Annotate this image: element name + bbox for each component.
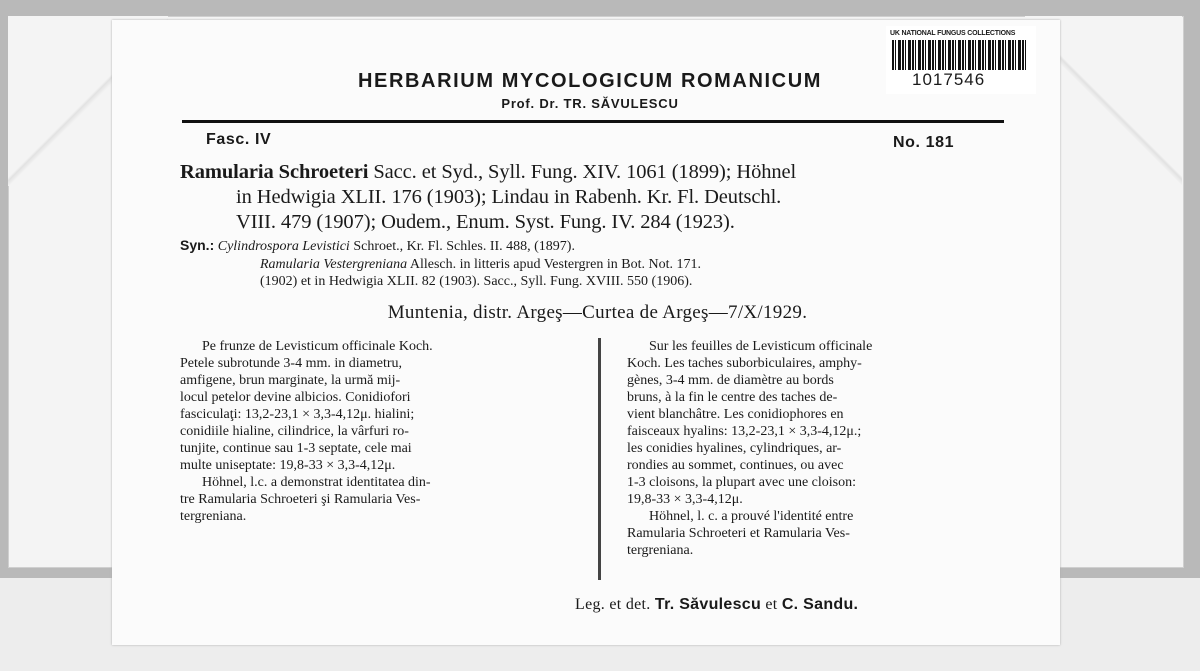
collector-joiner: et — [761, 596, 782, 613]
ro-line: Pe frunze de Levisticum officinale Koch. — [202, 339, 433, 354]
specimen-number: No. 181 — [893, 134, 955, 151]
citation-line-3: VIII. 479 (1907); Oudem., Enum. Syst. Fung. IV. 284 (1923). — [236, 211, 735, 233]
ro-line: multe uniseptate: 19,8-33 × 3,3-4,12μ. — [180, 458, 396, 473]
synonyms-label: Syn.: — [180, 237, 215, 253]
ro-line: tunjite, continue sau 1-3 septate, cele mai — [180, 441, 412, 456]
fr-line: Ramularia Schroeteri et Ramularia Ves- — [627, 526, 850, 541]
barcode-label — [886, 26, 1036, 94]
fr-line: 1-3 cloisons, la plupart avec une cloison: — [627, 475, 856, 490]
synonym-1-name: Cylindrospora Levistici — [217, 239, 350, 254]
fr-line: vient blanchâtre. Les conidiophores en — [627, 407, 844, 422]
fr-line: 19,8-33 × 3,3-4,12μ. — [627, 492, 743, 507]
synonym-line-1 — [180, 237, 1010, 256]
collector-name-2: C. Sandu. — [781, 596, 859, 613]
fr-line: Höhnel, l. c. a prouvé l'identité entre — [649, 509, 854, 524]
collection-locality: Muntenia, distr. Argeş—Curtea de Argeş—7/X/1929. — [387, 302, 808, 323]
collector-name-1: Tr. Săvulescu — [654, 596, 762, 613]
synonym-2-name: Ramularia Vestergreniana — [260, 256, 408, 272]
ro-line: Petele subrotunde 3-4 mm. in diametru, — [180, 356, 403, 371]
collector-prefix: Leg. et det. — [575, 596, 655, 613]
fr-line: bruns, à la fin le centre des taches de- — [627, 390, 838, 405]
synonym-line-3: (1902) et in Hedwigia XLII. 82 (1903). Sacc., Syll. Fung. XVIII. 550 (1906). — [260, 274, 693, 289]
synonym-1-ref: Schroet., Kr. Fl. Schles. II. 488, (1897). — [349, 239, 575, 254]
fr-line: Sur les feuilles de Levisticum officinale — [649, 339, 873, 354]
synonym-line-2 — [180, 256, 1010, 274]
fr-line: rondies au sommet, continues, ou avec — [627, 458, 844, 473]
fascicle-number: Fasc. IV — [206, 131, 272, 148]
romanian-description — [180, 338, 580, 525]
herbarium-title: HERBARIUM MYCOLOGICUM ROMANICUM — [357, 70, 822, 92]
fr-line: gènes, 3-4 mm. de diamètre au bords — [627, 373, 834, 388]
french-description — [627, 338, 1027, 559]
ro-line: fasciculaţi: 13,2-23,1 × 3,3-4,12μ. hialini; — [180, 407, 415, 422]
fr-line: faisceaux hyalins: 13,2-23,1 × 3,3-4,12μ.; — [627, 424, 862, 439]
ro-line: tre Ramularia Schroeteri şi Ramularia Ves- — [180, 492, 421, 507]
ro-line: locul petelor devine albicios. Conidiofori — [180, 390, 411, 405]
citation-line-2: in Hedwigia XLII. 176 (1903); Lindau in Rabenh. Kr. Fl. Deutschl. — [236, 186, 782, 208]
column-divider — [598, 338, 601, 580]
herbarium-subtitle: Prof. Dr. TR. SĂVULESCU — [501, 96, 679, 111]
barcode-icon — [892, 40, 1026, 70]
synonyms-block — [180, 237, 1010, 291]
species-name: Ramularia Schroeteri — [180, 161, 369, 183]
species-citation — [180, 160, 1015, 235]
fr-line: Koch. Les taches suborbiculaires, amphy- — [627, 356, 862, 371]
citation-line-1-text: Sacc. et Syd., Syll. Fung. XIV. 1061 (1899); Höhnel — [368, 161, 797, 183]
barcode-caption: UK NATIONAL FUNGUS COLLECTIONS — [890, 30, 1016, 37]
ro-line: Höhnel, l.c. a demonstrat identitatea din- — [202, 475, 431, 490]
ro-line: amfigene, brun marginate, la urmă mij- — [180, 373, 401, 388]
fr-line: tergreniana. — [627, 543, 694, 558]
synonym-2-ref: Allesch. in litteris apud Vestergren in Bot. Not. 171. — [407, 256, 701, 272]
header-divider — [182, 120, 1004, 123]
fr-line: les conidies hyalines, cylindriques, ar- — [627, 441, 842, 456]
citation-line-1 — [180, 160, 1015, 185]
collector-line — [575, 596, 858, 614]
ro-line: conidiile hialine, cilindrice, la vârfuri ro- — [180, 424, 409, 439]
barcode-number: 1017546 — [912, 70, 986, 89]
ro-line: tergreniana. — [180, 509, 247, 524]
